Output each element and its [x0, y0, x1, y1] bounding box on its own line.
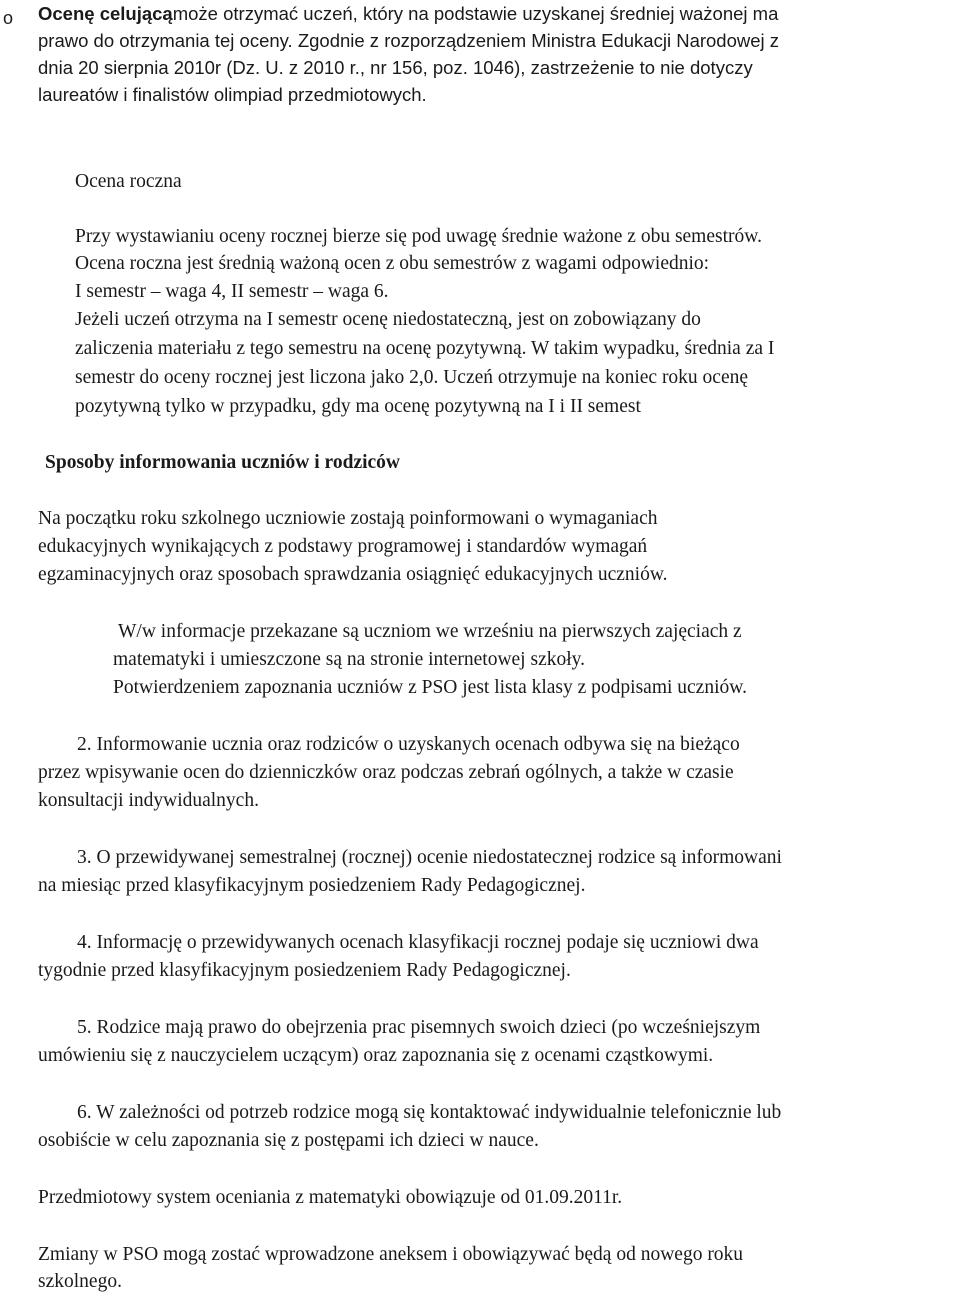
bold-term: Ocenę celującą: [38, 3, 173, 24]
p3-line-2: przez wpisywanie ocen do dzienniczków oraz podczas zebrań ogólnych, a także w czasie: [38, 762, 734, 783]
intro-line-2: prawo do otrzymania tej oceny. Zgodnie z rozporządzeniem Ministra Edukacji Narodowej z: [38, 30, 780, 51]
annual-line-1: Przy wystawianiu oceny rocznej bierze się pod uwagę średnie ważone z obu semestrów.: [75, 226, 762, 247]
intro-line-4: laureatów i finalistów olimpiad przedmiotowych.: [38, 84, 427, 105]
p1-line-3: egzaminacyjnych oraz sposobach sprawdzania osiągnięć edukacyjnych uczniów.: [38, 564, 668, 585]
p6-line-1: 5. Rodzice mają prawo do obejrzenia prac pisemnych swoich dzieci (po wcześniejszym: [77, 1017, 761, 1038]
annual-line-2: Ocena roczna jest średnią ważoną ocen z obu semestrów z wagami odpowiednio:: [75, 253, 710, 274]
p4-line-1: 3. O przewidywanej semestralnej (rocznej) ocenie niedostatecznej rodzice są informowani: [77, 847, 782, 868]
p2-line-3: Potwierdzeniem zapoznania uczniów z PSO jest lista klasy z podpisami uczniów.: [113, 677, 747, 698]
annual-line-6: semestr do oceny rocznej jest liczona jako 2,0. Uczeń otrzymuje na koniec roku ocenę: [75, 367, 749, 388]
p7-line-1: 6. W zależności od potrzeb rodzice mogą się kontaktować indywidualnie telefonicznie lub: [77, 1102, 782, 1123]
p2-line-1: W/w informacje przekazane są uczniom we wrześniu na pierwszych zajęciach z: [118, 621, 742, 642]
annual-heading: Ocena roczna: [75, 171, 182, 192]
annual-line-4: Jeżeli uczeń otrzyma na I semestr ocenę niedostateczną, jest on zobowiązany do: [75, 309, 701, 330]
annual-line-3: I semestr – waga 4, II semestr – waga 6.: [75, 281, 389, 302]
annual-line-7: pozytywną tylko w przypadku, gdy ma ocenę pozytywną na I i II semest: [75, 396, 641, 417]
intro-line-3: dnia 20 sierpnia 2010r (Dz. U. z 2010 r., nr 156, poz. 1046), zastrzeżenie to nie dotyczy: [38, 57, 753, 78]
p5-line-2: tygodnie przed klasyfikacyjnym posiedzeniem Rady Pedagogicznej.: [38, 960, 571, 981]
p3-line-3: konsultacji indywidualnych.: [38, 790, 259, 811]
changes-line-2: szkolnego.: [38, 1271, 122, 1292]
p6-line-2: umówieniu się z nauczycielem uczącym) oraz zapoznania się z ocenami cząstkowymi.: [38, 1045, 714, 1066]
p7-line-2: osobiście w celu zapoznania się z postępami ich dzieci w nauce.: [38, 1130, 539, 1151]
annual-line-5: zaliczenia materiału z tego semestru na ocenę pozytywną. W takim wypadku, średnia za I: [75, 338, 775, 359]
bullet-marker: o: [3, 8, 14, 28]
p5-line-1: 4. Informację o przewidywanych ocenach klasyfikacji rocznej podaje się uczniowi dwa: [77, 932, 759, 953]
p2-line-2: matematyki i umieszczone są na stronie internetowej szkoły.: [113, 649, 585, 670]
p1-line-1: Na początku roku szkolnego uczniowie zostają poinformowani o wymaganiach: [38, 508, 658, 529]
p3-line-1: 2. Informowanie ucznia oraz rodziców o uzyskanych ocenach odbywa się na bieżąco: [77, 734, 740, 755]
intro-line-1-rest: może otrzymać uczeń, który na podstawie uzyskanej średniej ważonej ma: [172, 3, 779, 24]
intro-line-1: [38, 0, 778, 28]
validity-note: Przedmiotowy system oceniania z matematyki obowiązuje od 01.09.2011r.: [38, 1187, 623, 1208]
informing-heading: Sposoby informowania uczniów i rodziców: [45, 452, 400, 473]
changes-line-1: Zmiany w PSO mogą zostać wprowadzone aneksem i obowiązywać będą od nowego roku: [38, 1244, 744, 1265]
p1-line-2: edukacyjnych wynikających z podstawy programowej i standardów wymagań: [38, 536, 648, 557]
p4-line-2: na miesiąc przed klasyfikacyjnym posiedzeniem Rady Pedagogicznej.: [38, 875, 586, 896]
